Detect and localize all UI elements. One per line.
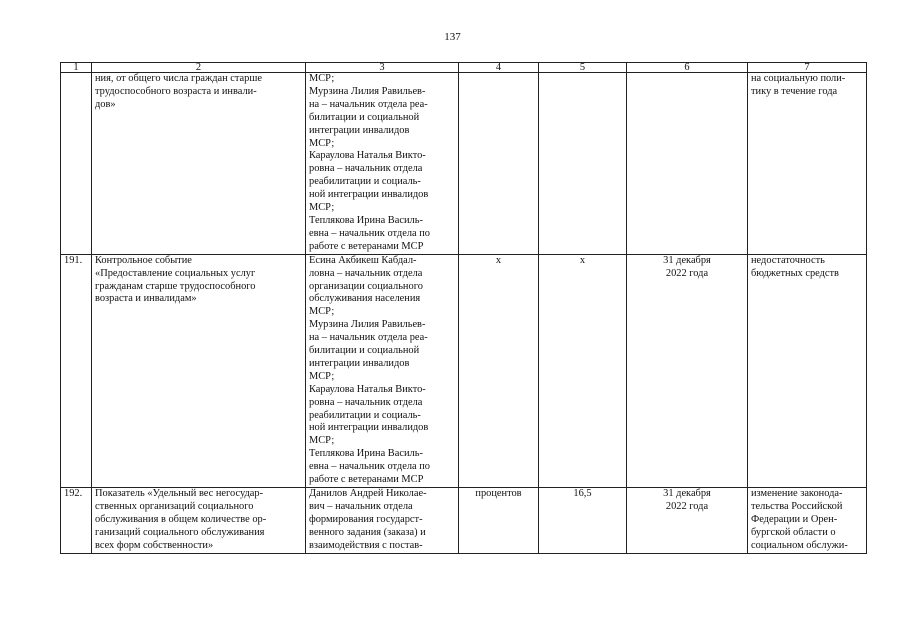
cell-text-line: на – начальник отдела реа- (309, 332, 428, 344)
cell-text-line: реабилитации и социаль- (309, 409, 421, 421)
cell-text-line: интеграции инвалидов (309, 357, 410, 369)
cell-text-line: формирования государст- (309, 513, 423, 525)
risk-cell (748, 488, 867, 554)
cell-text-line: интеграции инвалидов (309, 124, 410, 136)
cell-text-line: 31 декабря (663, 488, 711, 499)
cell-text-line: «Предоставление социальных услуг (95, 267, 256, 279)
cell-text-line: МСР; (309, 435, 335, 447)
cell-text-line: МСР; (309, 137, 335, 149)
unit-cell: процентов (459, 488, 539, 554)
cell-text-line: МСР; (309, 73, 335, 84)
cell-text-line: реабилитации и социаль- (309, 176, 421, 188)
cell-text-line: Федерации и Орен- (751, 513, 838, 525)
table-row (61, 488, 867, 554)
cell-text-line: МСР; (309, 370, 335, 382)
cell-text-line: трудоспособного возраста и инвали- (95, 85, 257, 97)
cell-text-line: Показатель «Удельный вес негосудар- (95, 488, 264, 499)
cell-text-line: бюджетных средств (751, 267, 839, 279)
plan-table (60, 62, 867, 554)
unit-cell (459, 73, 539, 255)
cell-text-line: бургской области о (751, 526, 836, 538)
cell-text-line: тельства Российской (751, 500, 843, 512)
cell-text-line: тику в течение года (751, 85, 838, 97)
cell-text-line: ния, от общего числа граждан старше (95, 73, 262, 84)
cell-text-line: ной интеграции инвалидов (309, 189, 429, 201)
cell-text-line: Караулова Наталья Викто- (309, 150, 426, 162)
cell-text-line: Контрольное событие (95, 254, 192, 266)
cell-text-line: Данилов Андрей Николае- (309, 488, 427, 499)
deadline-cell (627, 488, 748, 554)
value-cell: х (539, 254, 627, 487)
row-number-cell: 192. (61, 488, 92, 554)
cell-text-line: дов» (95, 98, 116, 110)
cell-text-line: работе с ветеранами МСР (309, 474, 424, 486)
cell-text-line: евна – начальник отдела по (309, 461, 430, 473)
cell-text-line: ровна – начальник отдела (309, 396, 423, 408)
cell-text-line: ной интеграции инвалидов (309, 422, 429, 434)
cell-text-line: Теплякова Ирина Василь- (309, 448, 423, 460)
cell-text-line: 2022 года (665, 267, 709, 279)
deadline-cell (627, 254, 748, 487)
responsible-cell (306, 488, 459, 554)
cell-text-line: обслуживания населения (309, 293, 421, 305)
table-row (61, 73, 867, 255)
cell-text-line: обслуживания в общем количестве ор- (95, 513, 267, 525)
table-row (61, 254, 867, 487)
cell-text-line: Теплякова Ирина Василь- (309, 214, 423, 226)
header-cell: 2 (92, 63, 306, 73)
row-number-cell (61, 73, 92, 255)
header-cell: 4 (459, 63, 539, 73)
cell-text-line: Мурзина Лилия Равильев- (309, 85, 426, 97)
cell-text-line: ровна – начальник отдела (309, 163, 423, 175)
cell-text-line: МСР; (309, 306, 335, 318)
cell-text-line: гражданам старше трудоспособного (95, 280, 256, 292)
cell-text-line: всех форм собственности» (95, 539, 214, 551)
cell-text-line: недостаточность (751, 254, 825, 266)
cell-text-line: ганизаций социального обслуживания (95, 526, 265, 538)
cell-text-line: на социальную поли- (751, 73, 846, 84)
cell-text-line: на – начальник отдела реа- (309, 98, 428, 110)
cell-text-line: ловна – начальник отдела (309, 267, 423, 279)
unit-cell: х (459, 254, 539, 487)
header-cell: 5 (539, 63, 627, 73)
cell-text-line: социальном обслужи- (751, 539, 848, 551)
cell-text-line: Мурзина Лилия Равильев- (309, 319, 426, 331)
cell-text-line: взаимодействия с постав- (309, 539, 423, 551)
risk-cell (748, 73, 867, 255)
header-row (61, 63, 867, 73)
risk-cell (748, 254, 867, 487)
event-description-cell (92, 254, 306, 487)
cell-text-line: Есина Акбикеш Кабдал- (309, 254, 417, 266)
cell-text-line: организации социального (309, 280, 423, 292)
event-description-cell (92, 73, 306, 255)
cell-text-line: возраста и инвалидам» (95, 293, 197, 305)
header-cell: 7 (748, 63, 867, 73)
cell-text-line: 31 декабря (663, 254, 711, 266)
cell-text-line: Караулова Наталья Викто- (309, 383, 426, 395)
header-cell: 3 (306, 63, 459, 73)
event-description-cell (92, 488, 306, 554)
value-cell (539, 73, 627, 255)
cell-text-line: вич – начальник отдела (309, 500, 413, 512)
cell-text-line: евна – начальник отдела по (309, 227, 430, 239)
cell-text-line: венного задания (заказа) и (309, 526, 426, 538)
value-cell: 16,5 (539, 488, 627, 554)
cell-text-line: билитации и социальной (309, 111, 420, 123)
cell-text-line: работе с ветеранами МСР (309, 240, 424, 252)
header-cell: 1 (61, 63, 92, 73)
cell-text-line: 2022 года (665, 500, 709, 512)
responsible-cell (306, 254, 459, 487)
cell-text-line: билитации и социальной (309, 345, 420, 357)
cell-text-line: изменение законода- (751, 488, 843, 499)
cell-text-line: ственных организаций социального (95, 500, 254, 512)
deadline-cell (627, 73, 748, 255)
row-number-cell: 191. (61, 254, 92, 487)
header-cell: 6 (627, 63, 748, 73)
page-number: 137 (444, 31, 461, 43)
responsible-cell (306, 73, 459, 255)
cell-text-line: МСР; (309, 202, 335, 214)
